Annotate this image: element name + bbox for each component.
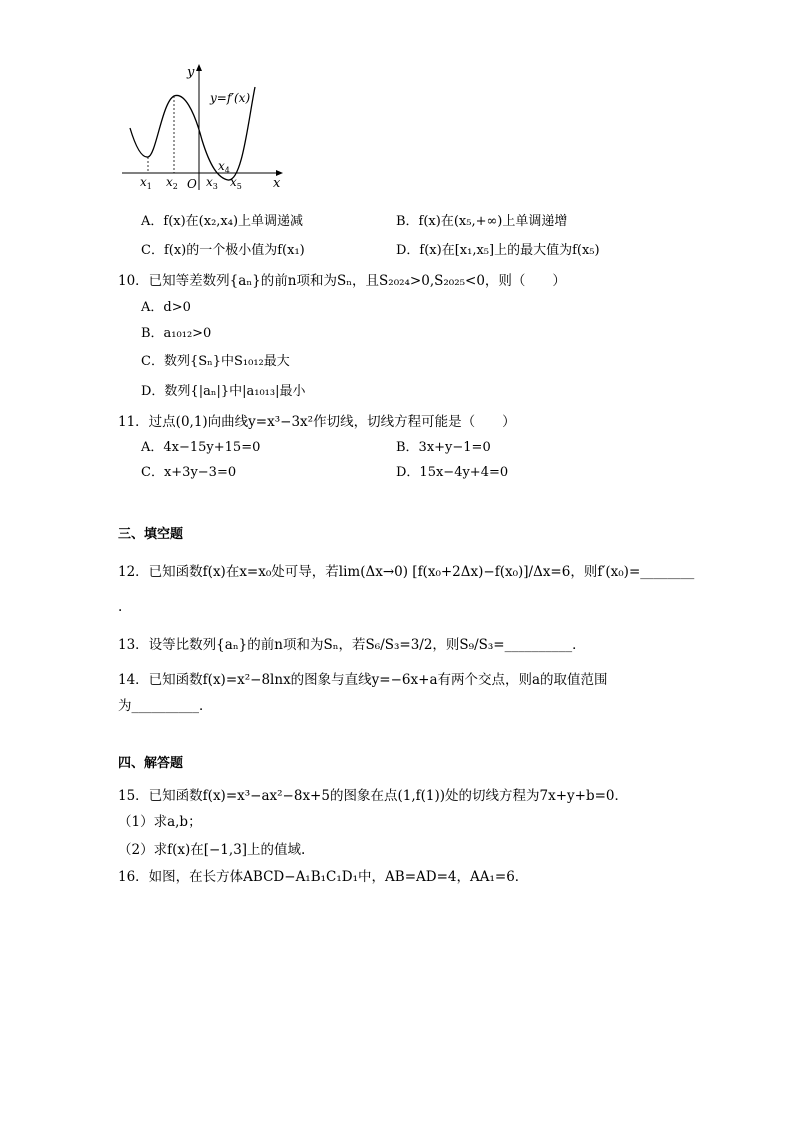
q10-option-a: A．d>0 <box>141 300 191 315</box>
x4-label: $x_4$ <box>218 159 230 175</box>
q15-part2: （2）求f(x)在[−1,3]上的值域. <box>118 842 306 858</box>
section-heading-solve: 四、解答题 <box>118 756 184 771</box>
q11-option-a: A．4x−15y+15=0 <box>141 440 261 455</box>
y-label: y <box>187 65 195 80</box>
q12-stem: 12．已知函数f(x)在x=x₀处可导，若lim(Δx→0) [f(x₀+2Δx)−f(x₀)]/Δx=6，则f′(x₀)=________ <box>118 564 695 580</box>
q15-stem: 15．已知函数f(x)=x³−ax²−8x+5的图象在点(1,f(1))处的切线方程为7x+y+b=0． <box>118 788 628 804</box>
q14-line1: 14．已知函数f(x)=x²−8lnx的图象与直线y=−6x+a有两个交点，则a的取值范围 <box>118 672 608 688</box>
x1-label: $x_1$ <box>140 175 152 191</box>
x3-label: $x_3$ <box>206 175 218 191</box>
derivative-graph <box>118 62 298 192</box>
curve-label: y=f′(x) <box>210 91 251 105</box>
x5-label: $x_5$ <box>230 175 242 191</box>
x-label: x <box>273 176 281 191</box>
q11-option-d: D．15x−4y+4=0 <box>396 465 509 480</box>
q9-option-b: B．f(x)在(x₅,+∞)上单调递增 <box>396 214 568 229</box>
q9-option-d: D．f(x)在[x₁,x₅]上的最大值为f(x₅) <box>396 243 600 258</box>
x2-label: $x_2$ <box>166 175 178 191</box>
q11-stem: 11．过点(0,1)向曲线y=x³−3x²作切线，切线方程可能是（ ） <box>118 414 516 430</box>
q15-part1: （1）求a,b； <box>118 814 202 830</box>
q11-option-c: C．x+3y−3=0 <box>141 465 237 480</box>
q12-tail: . <box>118 599 123 615</box>
q10-option-b: B．a₁₀₁₂>0 <box>141 326 212 341</box>
y-axis-arrow <box>196 64 202 71</box>
q16-stem: 16．如图，在长方体ABCD−A₁B₁C₁D₁中，AB=AD=4，AA₁=6． <box>118 869 529 885</box>
q11-option-b: B．3x+y−1=0 <box>396 440 491 455</box>
q9-option-a: A．f(x)在(x₂,x₄)上单调递减 <box>141 214 304 229</box>
q13-stem: 13．设等比数列{aₙ}的前n项和为Sₙ，若S₆/S₃=3/2，则S₉/S₃=__________． <box>118 637 586 653</box>
origin-label: O <box>187 177 197 191</box>
q10-stem: 10．已知等差数列{aₙ}的前n项和为Sₙ，且S₂₀₂₄>0,S₂₀₂₅<0，则（ ） <box>118 273 566 289</box>
q10-option-d: D．数列{|aₙ|}中|a₁₀₁₃|最小 <box>141 384 306 399</box>
section-heading-fill-blank: 三、填空题 <box>118 527 184 542</box>
q10-option-c: C．数列{Sₙ}中S₁₀₁₂最大 <box>141 354 290 369</box>
q9-option-c: C．f(x)的一个极小值为f(x₁) <box>141 243 305 258</box>
q14-line2: 为__________． <box>118 698 213 714</box>
